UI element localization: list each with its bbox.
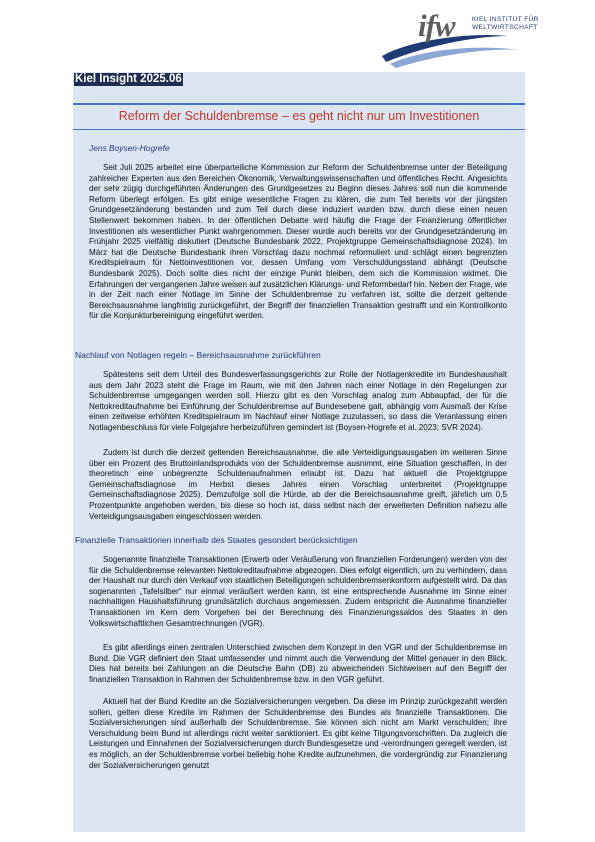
body-paragraph: Sogenannte finanzielle Transaktionen (Erwerb oder Veräußerung von finanziellen Forderungen) werden von der für die Schuldenbremse relevanten Nettokreditaufnahme abgezogen. Dies erfolgt eigentlich, um zu verhindern, dass der Haushalt nur durch den Verkauf von staatlichen Beteiligungen schuldenbremsenkonform aufgestellt wird. Da das sogenannten „Tafelsilber“ nur einmal veräußert werden kann, ist eine entsprechende Ausnahme im Sinne einer nachhaltigen Haushaltsführung grundsätzlich durchaus angemessen. Zudem entspricht die Ausnahme finanzieller Transaktionen im Kern dem Vorgehen bei der Berechnung des Finanzierungssaldos des Staates in den Volkswirtschaftlichen Gesamtrechnungen (VGR). xyxy=(89,555,507,628)
series-label: Kiel Insight 2025.06 xyxy=(75,73,182,85)
institute-line2: WELTWIRTSCHAFT xyxy=(472,24,538,31)
institute-line1: KIEL INSTITUT FÜR xyxy=(472,16,539,23)
page-title: Reform der Schuldenbremse – es geht nicht nur um Investitionen xyxy=(118,109,480,123)
section-heading: Finanzielle Transaktionen innerhalb des Staates gesondert berücksichtigen xyxy=(75,535,358,545)
body-paragraph: Es gibt allerdings einen zentralen Unterschied zwischen dem Konzept in den VGR und der Schuldenbremse im Bund. Die VGR definiert den Staat umfassender und nimmt auch die Verwendung der Mittel genauer in den Blick. Dies hat bereits bei Zahlungen an die Deutsche Bahn (DB) zu abweichenden Sichtweisen auf den Begriff der finanziellen Transaktion in Rahmen der Schuldenbremse bzw. in den VGR geführt. xyxy=(89,643,507,684)
author-name: Jens Boysen-Hogrefe xyxy=(89,143,170,153)
body-paragraph: Zudem ist durch die derzeit geltenden Bereichsausnahme, die alle Verteidigungsausgaben im weiteren Sinne über ein Prozent des Bruttoinlandsprodukts von der Schuldenbremse ausnimmt, eine Situation geschaffen, in der theoretisch eine unbegrenzte Schuldenaufnahmen erlaubt ist. Dazu hat aktuell die Projektgruppe Gemeinschaftsdiagnose im Herbst dieses Jahres einen Vorschlag unterbreitet (Projektgruppe Gemeinschaftsdiagnose 2025). Demzufolge soll die Hürde, ab der die Bereichsausnahme greift, jährlich um 0,5 Prozentpunkte angehoben werden, bis diese so hoch ist, dass selbst nach der erweiterten Definition nahezu alle Verteidigungsausgaben eingeschlossen werden. xyxy=(89,448,507,521)
title-rule-bottom xyxy=(73,129,525,130)
ifw-logo-mark: ifw xyxy=(418,8,455,43)
title-rule-top xyxy=(73,103,525,105)
body-paragraph: Aktuell hat der Bund Kredite an die Sozialversicherungen vergeben. Da diese im Prinzip zurückgezahlt werden sollen, gelten diese Kredite im Rahmen der Schuldenbremse des Bundes als finanzielle Transaktionen. Die Sozialversicherungen sind außerhalb der Schuldenbremse. Sie können sich nicht am Markt verschulden; ihre Verschuldung beim Bund ist allerdings nicht weiter sanktioniert. Es gibt keine Tilgungsvorschriften. Da zugleich die Leistungen und Einnahmen der Sozialversicherungen durch Bundesgesetze und -verordnungen geregelt werden, ist es möglich, an der Schuldenbremse vorbei beliebig hohe Kredite aufzunehmen, die vordergründig zur Finanzierung der Sozialversicherungen genutzt xyxy=(89,697,507,770)
section-heading: Nachlauf von Notlagen regeln – Bereichsausnahme zurückführen xyxy=(75,350,321,360)
intro-paragraph: Seit Juli 2025 arbeitet eine überparteiliche Kommission zur Reform der Schuldenbremse unter der Beteiligung zahlreicher Experten aus den Bereichen Ökonomik, Verwaltungswissenschaften und öffentliches Recht. Angesichts der sehr zügig durchgeführten Änderungen des Grundgesetzes zu Beginn dieses Jahres soll nun die kommende Reform überlegt erfolgen. Es gibt einige wesentliche Fragen zu klären, die zum Teil bereits vor der jüngsten Grundgesetzänderung bestanden und zum Teil durch diese induziert wurden bzw. durch diese einen neuen Stellenwert bekommen haben. In der öffentlichen Debatte wird häufig die Frage der Finanzierung öffentlicher Investitionen als wesentlicher Punkt wahrgenommen. Dieser wurde auch bereits vor der Grundgesetzänderung im Frühjahr 2025 vielfältig diskutiert (Deutsche Bundesbank 2022, Projektgruppe Gemeinschaftsdiagnose 2024). Im März hat die Deutsche Bundesbank ihren Vorschlag dazu nochmal reformuliert und schlägt einen begrenzten Kreditspielraum für Nettoinvestitionen vor, dessen Umfang vom Verschuldungsstand abhängt (Deutsche Bundesbank 2025). Doch sollte dies nicht der einzige Punkt bleiben, dem sich die Kommission widmet. Die Erfahrungen der vergangenen Jahre weisen auf zusätzlichen Klärungs- und Reformbedarf hin. Neben der Frage, wie in der Zeit nach einer Notlage im Sinne der Schuldenbremse zu verfahren ist, sollte die derzeit geltende Bereichsausnahme langfristig zurückgeführt, der Begriff der finanziellen Transaktion gestrafft und ein Kontrollkonto für die Konjunkturbereinigung eingeführt werden. xyxy=(89,163,507,321)
institute-name xyxy=(472,16,539,32)
body-paragraph: Spätestens seit dem Urteil des Bundesverfassungsgerichts zur Rolle der Notlagenkredite im Bundeshaushalt aus dem Jahr 2023 steht die Frage im Raum, wie mit den Jahren nach einer Notlage in den Regelungen zur Schuldenbremse umgegangen werden soll. Hierzu gibt es den Vorschlag analog zum Abbaupfad, der für die Nettokreditaufnahme bei Einführung der Schuldenbremse auf Bundesebene galt, abhängig vom Ausmaß der Krise einen zeitweise erhöhten Kreditspielraum im Nachlauf einer Notlage zuzulassen, so dass die Veranlassung einen Notlagenbeschluss für viele Folgejahre herbeizuführen gemindert ist (Boysen-Hogrefe et al. 2023; SVR 2024). xyxy=(89,370,507,432)
